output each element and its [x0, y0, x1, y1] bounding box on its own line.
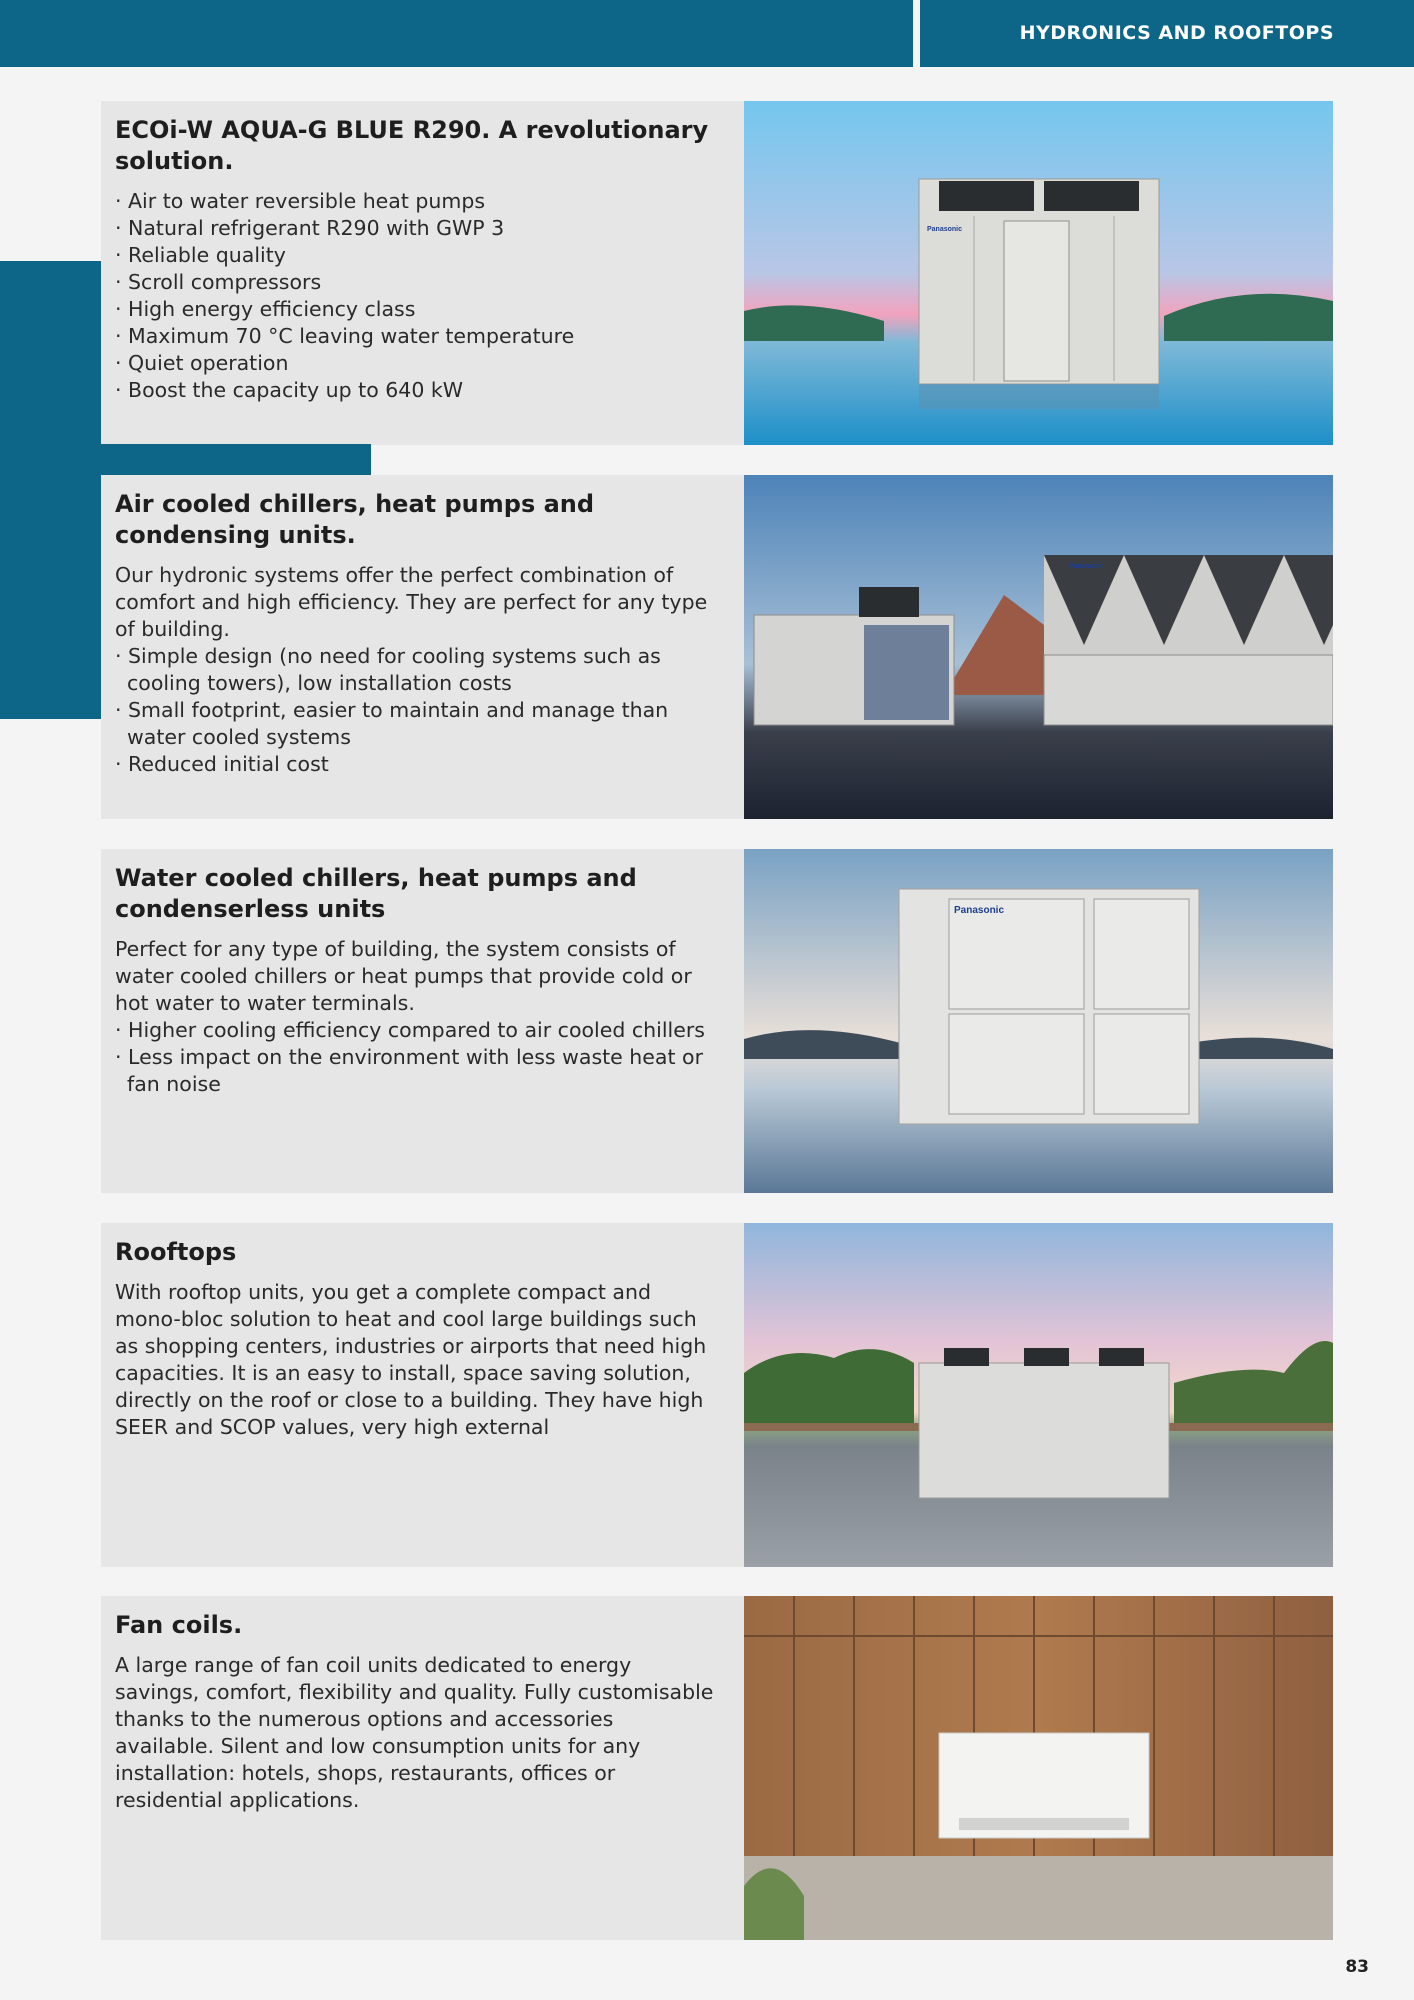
feature-list: [115, 188, 715, 404]
list-item: · Maximum 70 °C leaving water temperature: [115, 324, 575, 348]
product-description: A large range of fan coil units dedicated to energy savings, comfort, flexibility and quality. Fully customisable thanks to the numerous options and accessories available. Silent and low consumption units for any installation: hotels, shops, restaurants, offices or residential applications.: [115, 1653, 714, 1812]
product-photo-rooftops: [744, 1223, 1333, 1567]
list-item: · Scroll compressors: [115, 270, 322, 294]
product-card-fan-coils: [101, 1596, 744, 1940]
feature-list: [115, 643, 715, 778]
list-item: · Quiet operation: [115, 351, 289, 375]
feature-list: [115, 1017, 715, 1098]
product-title: Fan coils.: [115, 1611, 243, 1639]
section-title: HYDRONICS AND ROOFTOPS: [1019, 22, 1334, 44]
product-card-air-cooled: [101, 475, 744, 819]
product-title: Rooftops: [115, 1238, 237, 1266]
product-title: Water cooled chillers, heat pumps and condenserless units: [115, 864, 637, 923]
page-number: 83: [1345, 1957, 1369, 1977]
list-item: · Air to water reversible heat pumps: [115, 189, 486, 213]
brand-logo: Panasonic: [927, 226, 963, 233]
list-item: · Reliable quality: [115, 243, 286, 267]
list-item: · Reduced initial cost: [115, 752, 329, 776]
accent-bar: [101, 444, 371, 475]
list-item: · Natural refrigerant R290 with GWP 3: [115, 216, 505, 240]
product-title: ECOi-W AQUA-G BLUE R290. A revolutionary solution.: [115, 116, 709, 175]
product-card-rooftops: [101, 1223, 744, 1567]
header-bar: [0, 0, 913, 67]
list-item: · Higher cooling efficiency compared to air cooled chillers: [115, 1018, 705, 1042]
brand-logo: Panasonic: [1069, 563, 1105, 570]
list-item: · Simple design (no need for cooling systems such as cooling towers), low installation costs: [115, 644, 661, 695]
product-description: With rooftop units, you get a complete compact and mono-bloc solution to heat and cool large buildings such as shopping centers, industries or airports that need high capacities. It is an easy to install, space saving solution, directly on the roof or close to a building. They have high SEER and SCOP values, very high external: [115, 1280, 707, 1439]
product-photo-fan-coils: [744, 1596, 1333, 1940]
product-description: Our hydronic systems offer the perfect combination of comfort and high efficiency. They are perfect for any type of building.: [115, 563, 708, 641]
product-description: Perfect for any type of building, the system consists of water cooled chillers or heat pumps that provide cold or hot water to water terminals.: [115, 937, 692, 1015]
list-item: · Small footprint, easier to maintain and manage than water cooled systems: [115, 698, 669, 749]
product-title: Air cooled chillers, heat pumps and condensing units.: [115, 490, 595, 549]
product-card-water-cooled: [101, 849, 744, 1193]
product-photo-aqua-g: [744, 101, 1333, 445]
product-card-aqua-g: [101, 101, 744, 445]
brand-logo: Panasonic: [954, 905, 1005, 916]
list-item: · Less impact on the environment with less waste heat or fan noise: [115, 1045, 703, 1096]
list-item: · High energy efficiency class: [115, 297, 416, 321]
product-photo-water-cooled: [744, 849, 1333, 1193]
list-item: · Boost the capacity up to 640 kW: [115, 378, 464, 402]
side-accent-bar: [0, 261, 101, 719]
product-photo-air-cooled: [744, 475, 1333, 819]
